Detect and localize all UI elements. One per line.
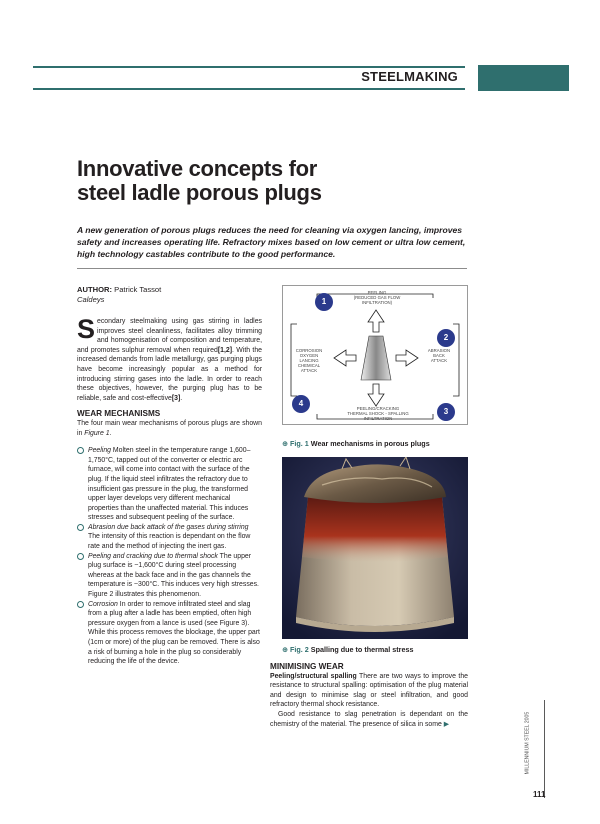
figure-1-diagram: 1 2 3 4 PEELING (REDUCED GAS FLOW INFILTRATION) ABRASION BACK ATTACK PEELING/CRACKING THERMAL SHOCK - SPALLING INFILTRATION CORROSION OXYGEN LANCING CHEMICAL ATTACK bbox=[282, 285, 468, 425]
right-column bbox=[270, 662, 468, 729]
wear-intro: The four main wear mechanisms of porous plugs are shown in Figure 1. bbox=[77, 419, 262, 437]
wear-heading: WEAR MECHANISMS bbox=[77, 409, 161, 419]
intro-paragraph: Secondary steelmaking using gas stirring in ladles improves steel cleanliness, facilitates alloy trimming and homogenisation of composition and temperature, and promotes sulphur removal when required[1,2]. With the increased demands from ladle metallurgy, gas purging plugs have become increasingly popular as a method for introducing stirring gases into the ladle. In order to reach these objectives, however, the purging plug has to be reliable, safe and cost-effective[3]. bbox=[77, 314, 262, 402]
list-item: Peeling and cracking due to thermal shock The upper plug surface is ~1,600°C during steel processing whereas at the back face and in the gas channels the temperature is ~300°C. This induces very high stresses. Figure 2 illustrates this phenomenon. bbox=[77, 552, 262, 600]
figure-icon: ⊕ bbox=[282, 645, 291, 654]
label-peeling: PEELING (REDUCED GAS FLOW INFILTRATION) bbox=[353, 290, 401, 305]
margin-rule bbox=[544, 700, 545, 798]
minimising-paragraph-2: Good resistance to slag penetration is dependant on the chemistry of the material. The presence of silica in some ▶ bbox=[270, 710, 468, 728]
reference-3: [3] bbox=[171, 394, 181, 402]
figure-2-caption: ⊕ Fig. 2 Spalling due to thermal stress bbox=[282, 645, 414, 654]
label-corrosion: CORROSION OXYGEN LANCING CHEMICAL ATTACK bbox=[295, 348, 323, 373]
continue-arrow-icon: ▶ bbox=[443, 720, 450, 728]
spalled-plug-illustration bbox=[282, 457, 468, 639]
bullet-circle-icon bbox=[77, 553, 84, 560]
label-thermal-shock: PEELING/CRACKING THERMAL SHOCK - SPALLING INFILTRATION bbox=[347, 406, 409, 421]
margin-publication: MILLENNIUM STEEL 2005 bbox=[524, 711, 531, 775]
reference-1-2: [1,2] bbox=[217, 346, 233, 354]
bullet-circle-icon bbox=[77, 447, 84, 454]
section-color-block bbox=[478, 65, 569, 91]
bullet-circle-icon bbox=[77, 601, 84, 608]
bullet-circle-icon bbox=[77, 524, 84, 531]
author-name: Patrick Tassot bbox=[114, 285, 162, 294]
label-abrasion: ABRASION BACK ATTACK bbox=[427, 348, 451, 363]
list-item: Peeling Molten steel in the temperature range 1,600–1,750°C, tapped out of the converter or electric arc furnace, will come into contact with the surface of the plug. If the liquid steel infiltrates the refractory due to insufficient gas pressure in the plug, the transformed upper layer develops very different mechanical properties than the unaffected material. This induces stresses and subsequent peeling of the surface. bbox=[77, 446, 262, 523]
left-column bbox=[77, 314, 262, 667]
standfirst: A new generation of porous plugs reduces the need for cleaning via oxygen lancing, improves safety and increases operating life. Refractory mixes based on low cement or ultra low cement, high technology castables contribute to the good performance. bbox=[77, 225, 466, 259]
section-label: STEELMAKING bbox=[361, 69, 458, 84]
figure-icon: ⊕ bbox=[282, 439, 291, 448]
drop-cap: S bbox=[77, 314, 96, 344]
list-item: Abrasion due back attack of the gases during stirring The intensity of this reaction is dependant on the flow rate and the method of injecting the inert gas. bbox=[77, 523, 262, 552]
article-title: Innovative concepts for steel ladle porous plugs bbox=[77, 156, 322, 205]
divider-rule bbox=[77, 268, 467, 269]
wear-bullet-list bbox=[77, 446, 262, 667]
minimising-heading: MINIMISING WEAR bbox=[270, 662, 344, 671]
author-affiliation: Caldeys bbox=[77, 295, 105, 304]
author-block bbox=[77, 285, 161, 305]
figure-1-caption: ⊕ Fig. 1 Wear mechanisms in porous plugs bbox=[282, 439, 430, 448]
page-number: 111 bbox=[533, 790, 546, 799]
author-label: AUTHOR: bbox=[77, 285, 113, 294]
list-item: Corrosion In order to remove infiltrated steel and slag from a plug after a ladle has been emptied, often high pressure oxygen from a lance is used (see Figure 3). While this process removes the blockage, the upper part (1cm or more) of the plug can be removed. There is also a risk of burning a hole in the plug so considerably reducing the life of the device. bbox=[77, 600, 262, 667]
minimising-paragraph-1: Peeling/structural spalling There are two ways to improve the resistance to structural spalling: optimisation of the plug material and design to minimise slag or steel infiltration, and good refractory thermal shock resistance. bbox=[270, 672, 468, 709]
figure-2-photo bbox=[282, 457, 468, 639]
